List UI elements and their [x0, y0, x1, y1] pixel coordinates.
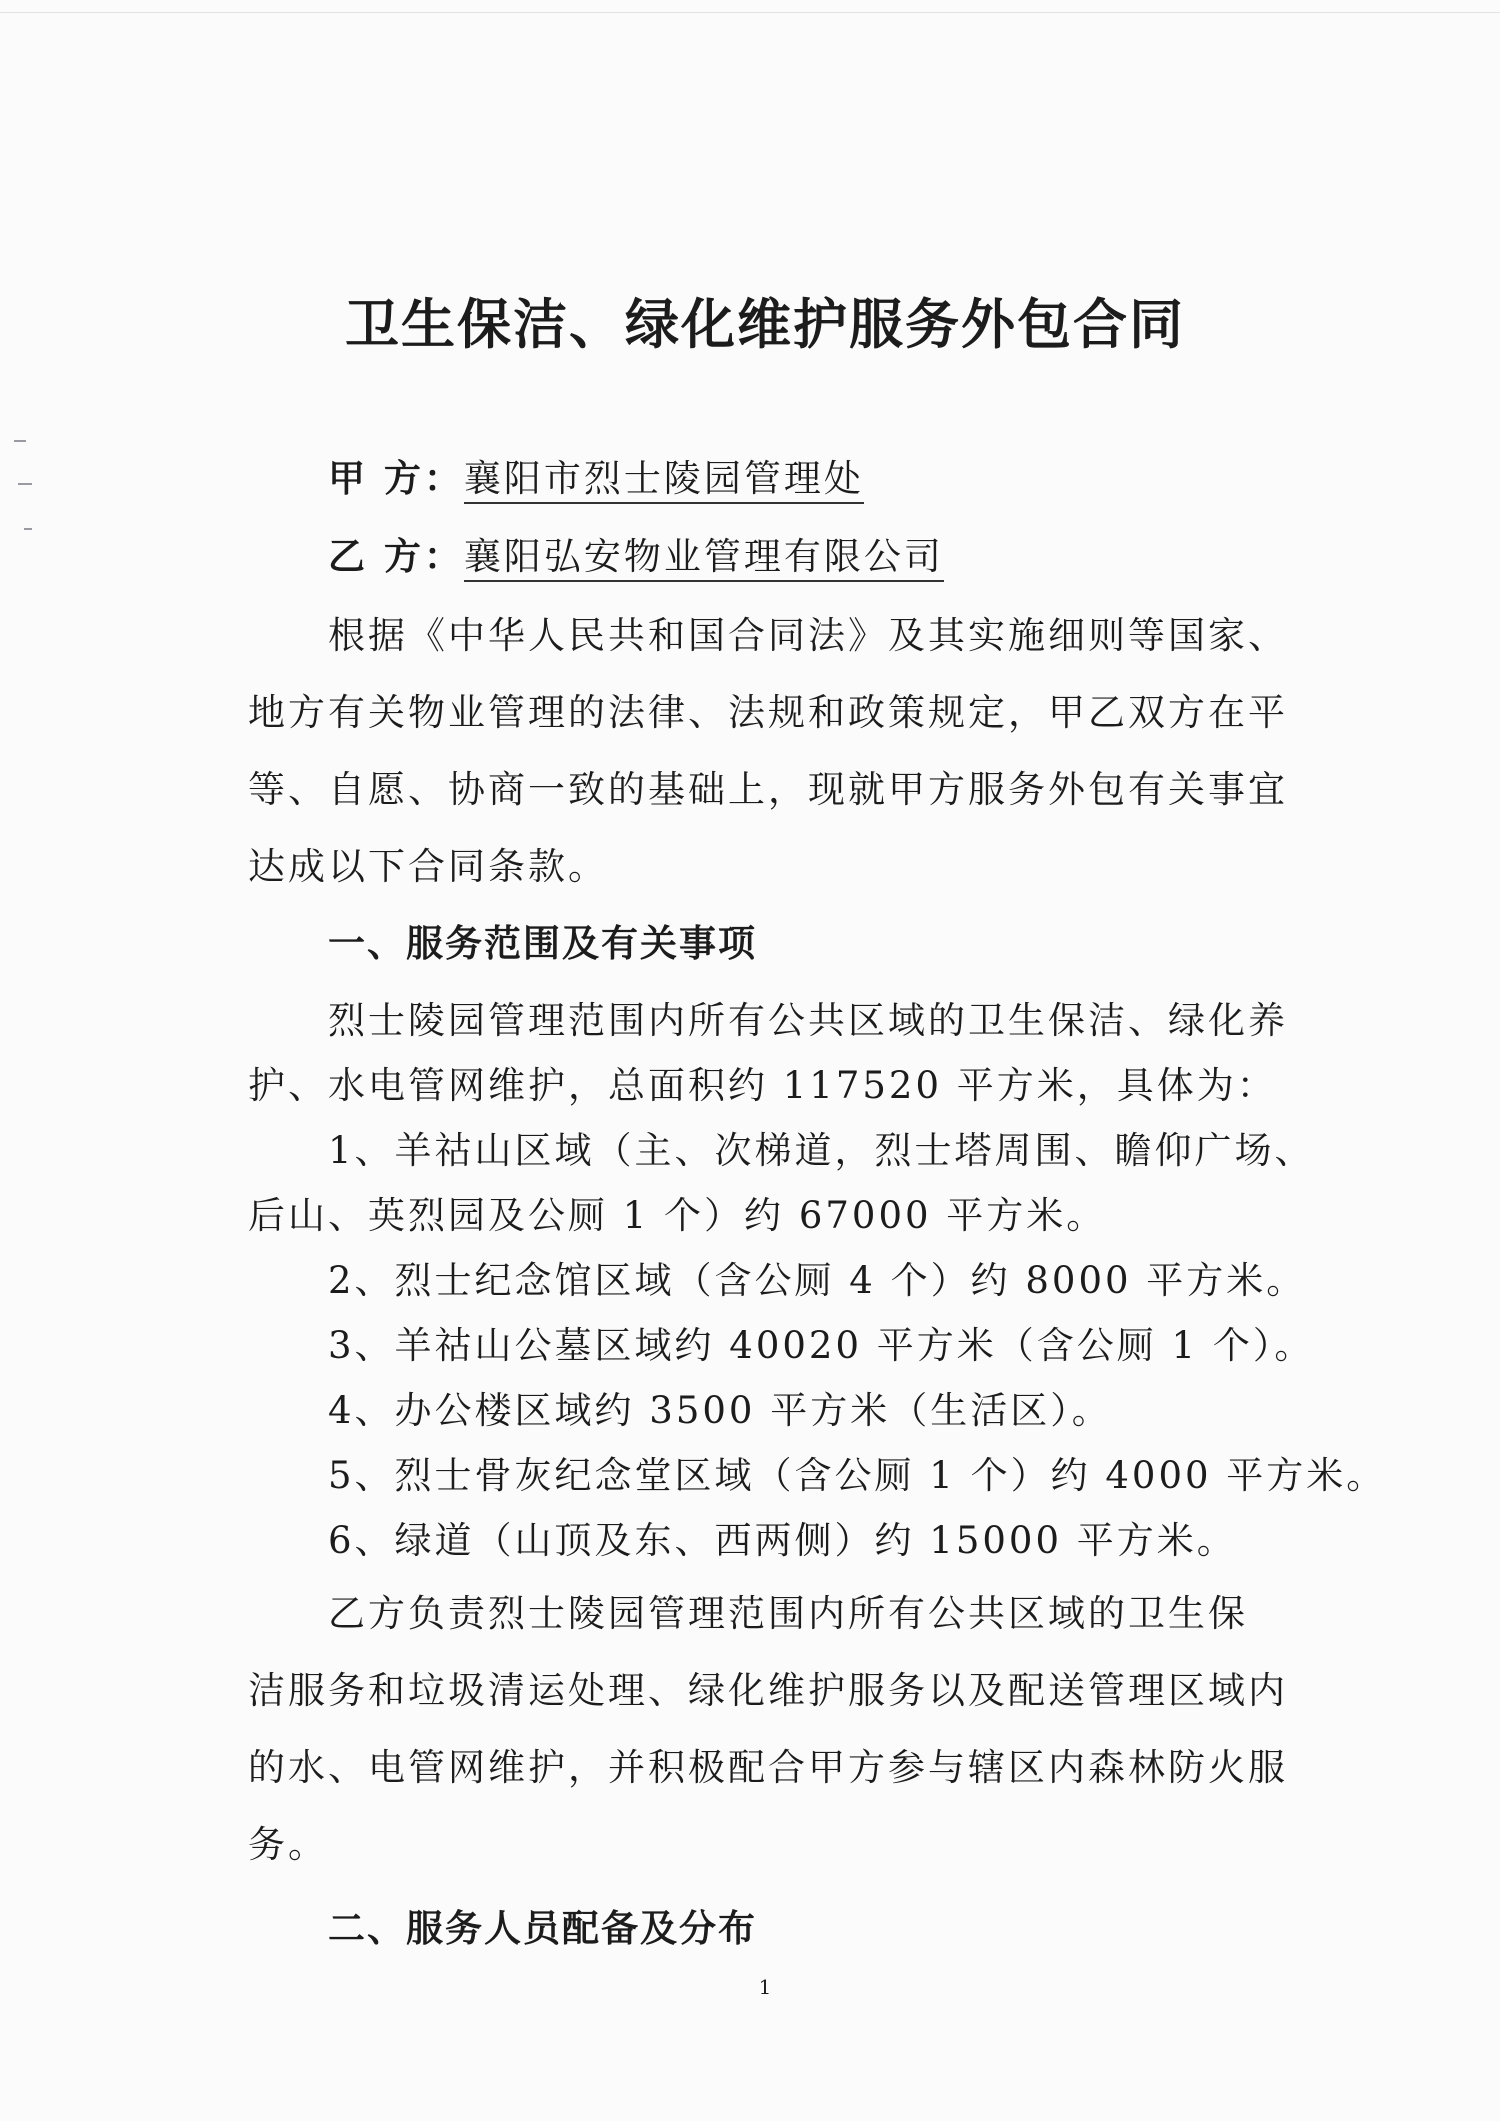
party-a-label: 甲 方：: [328, 457, 464, 500]
intro-line: 地方有关物业管理的法律、法规和政策规定，甲乙双方在平: [248, 691, 1288, 734]
list-item: 5、烈士骨灰纪念堂区域（含公厕 1 个）约 4000 平方米。: [328, 1454, 1387, 1497]
list-item: 4、办公楼区域约 3500 平方米（生活区）。: [328, 1389, 1112, 1432]
party-b-label: 乙 方：: [328, 535, 464, 578]
party-a: [328, 448, 864, 502]
scan-mark: [24, 528, 32, 530]
section-2-heading: 二、服务人员配备及分布: [328, 1907, 757, 1950]
body-line: 护、水电管网维护，总面积约 117520 平方米，具体为：: [248, 1064, 1277, 1107]
list-item: 1、羊祜山区域（主、次梯道，烈士塔周围、瞻仰广场、: [328, 1129, 1315, 1172]
body-line: 烈士陵园管理范围内所有公共区域的卫生保洁、绿化养: [328, 999, 1288, 1042]
list-item: 2、烈士纪念馆区域（含公厕 4 个）约 8000 平方米。: [328, 1259, 1307, 1302]
intro-line: 根据《中华人民共和国合同法》及其实施细则等国家、: [328, 614, 1288, 657]
list-item-continued: 后山、英烈园及公厕 1 个）约 67000 平方米。: [248, 1194, 1107, 1237]
list-item: 3、羊祜山公墓区域约 40020 平方米（含公厕 1 个）。: [328, 1324, 1315, 1367]
body-line: 的水、电管网维护，并积极配合甲方参与辖区内森林防火服: [248, 1746, 1288, 1789]
body-line: 务。: [248, 1823, 328, 1866]
intro-line: 达成以下合同条款。: [248, 845, 608, 888]
scan-mark: [18, 483, 32, 485]
party-a-name: 襄阳市烈士陵园管理处: [464, 457, 864, 504]
page-edge: [0, 12, 1500, 13]
page-number: 1: [758, 1975, 772, 1999]
body-line: 乙方负责烈士陵园管理范围内所有公共区域的卫生保: [328, 1592, 1248, 1635]
party-b: [328, 526, 944, 580]
intro-line: 等、自愿、协商一致的基础上，现就甲方服务外包有关事宜: [248, 768, 1288, 811]
party-b-name: 襄阳弘安物业管理有限公司: [464, 535, 944, 582]
list-item: 6、绿道（山顶及东、西两侧）约 15000 平方米。: [328, 1519, 1237, 1562]
body-line: 洁服务和垃圾清运处理、绿化维护服务以及配送管理区域内: [248, 1669, 1288, 1712]
scan-mark: [14, 440, 26, 442]
document-title: 卫生保洁、绿化维护服务外包合同: [345, 293, 1185, 356]
section-1-heading: 一、服务范围及有关事项: [328, 922, 757, 965]
